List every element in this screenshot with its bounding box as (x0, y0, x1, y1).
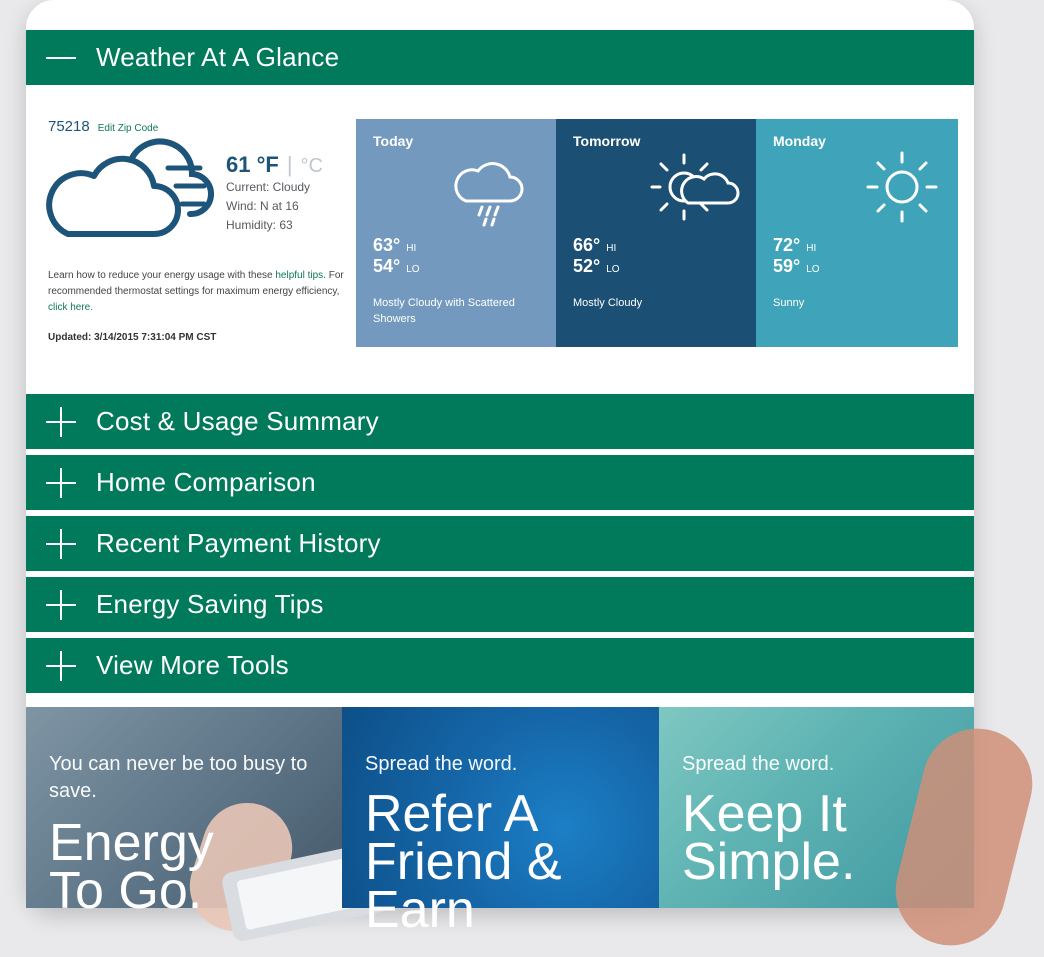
tips-text-2: For recommended thermostat settings for maximum energy efficiency, (48, 270, 344, 297)
promo-tagline: Spread the word. (365, 753, 518, 775)
unit-separator: | (286, 152, 293, 177)
collapse-minus-icon[interactable] (26, 30, 96, 85)
promo-tagline: You can never be too busy to save. (49, 753, 308, 802)
helpful-tips-link[interactable]: helpful tips. (275, 270, 326, 281)
forecast-day-monday (756, 119, 958, 347)
forecast-hi-value: 72° (773, 235, 801, 255)
forecast-lo (573, 256, 620, 277)
promo-refer-a-friend[interactable] (342, 707, 659, 939)
section-title: View More Tools (96, 650, 289, 680)
edit-zip-link[interactable]: Edit Zip Code (97, 123, 159, 134)
promo-headline: Refer A Friend & Earn (365, 785, 562, 939)
updated-timestamp: Updated: 3/14/2015 7:31:04 PM CST (48, 332, 217, 343)
forecast-lo (773, 256, 820, 277)
forecast-hi (373, 235, 416, 256)
forecast-lo-label: LO (606, 264, 620, 275)
forecast-strip (356, 119, 958, 347)
forecast-day-tomorrow (556, 119, 756, 347)
celsius-toggle[interactable]: °C (300, 155, 323, 177)
account-dashboard-card (26, 0, 974, 939)
forecast-hi (573, 235, 616, 256)
section-recent-payment-history[interactable] (26, 516, 974, 571)
section-title: Energy Saving Tips (96, 589, 324, 619)
forecast-description: Sunny (773, 297, 805, 309)
forecast-description: Mostly Cloudy with Scattered Showers (373, 297, 515, 325)
forecast-hi-label: HI (406, 243, 417, 254)
section-title: Home Comparison (96, 467, 316, 497)
thermostat-settings-link[interactable]: click here. (48, 302, 94, 313)
section-view-more-tools[interactable] (26, 638, 974, 693)
partly-sunny-icon (648, 149, 738, 229)
humidity: Humidity: 63 (226, 218, 293, 232)
forecast-lo (373, 256, 420, 277)
forecast-hi-label: HI (606, 243, 617, 254)
expand-plus-icon[interactable] (26, 455, 96, 510)
section-title: Cost & Usage Summary (96, 406, 379, 436)
section-title: Recent Payment History (96, 528, 381, 558)
forecast-lo-label: LO (806, 264, 820, 275)
forecast-day-name: Today (373, 133, 414, 149)
forecast-lo-value: 59° (773, 256, 801, 276)
cloudy-windy-icon (50, 146, 210, 242)
zip-row (48, 118, 158, 135)
expand-plus-icon[interactable] (26, 638, 96, 693)
expand-plus-icon[interactable] (26, 577, 96, 632)
forecast-day-today (356, 119, 556, 347)
forecast-hi-label: HI (806, 243, 817, 254)
hand-image (884, 717, 1044, 957)
section-cost-usage-summary[interactable] (26, 394, 974, 449)
forecast-hi (773, 235, 816, 256)
forecast-hi-value: 66° (573, 235, 601, 255)
forecast-day-name: Tomorrow (573, 133, 641, 149)
current-condition: Current: Cloudy (226, 180, 311, 194)
sun-icon (862, 149, 942, 229)
promo-energy-to-go[interactable] (26, 707, 342, 920)
promo-headline: Keep It Simple. (682, 785, 856, 891)
tips-text-1: Learn how to reduce your energy usage with these (48, 270, 276, 281)
promo-keep-it-simple[interactable] (659, 707, 974, 908)
expand-plus-icon[interactable] (26, 394, 96, 449)
promo-banners (26, 707, 974, 939)
current-conditions (226, 152, 323, 235)
section-energy-saving-tips[interactable] (26, 577, 974, 632)
energy-tips-text (48, 268, 348, 316)
rain-cloud-icon (452, 149, 532, 229)
expand-plus-icon[interactable] (26, 516, 96, 571)
promo-tagline: Spread the word. (682, 753, 835, 775)
zip-code: 75218 (48, 118, 90, 135)
forecast-lo-value: 54° (373, 256, 401, 276)
forecast-hi-value: 63° (373, 235, 401, 255)
forecast-day-name: Monday (773, 133, 826, 149)
wind: Wind: N at 16 (226, 199, 299, 213)
weather-section-title: Weather At A Glance (96, 42, 340, 72)
promo-headline: Energy To Go. (49, 814, 214, 920)
weather-section-header[interactable] (26, 30, 974, 85)
current-temperature: 61 °F (226, 152, 279, 177)
section-home-comparison[interactable] (26, 455, 974, 510)
forecast-lo-value: 52° (573, 256, 601, 276)
forecast-lo-label: LO (406, 264, 420, 275)
forecast-description: Mostly Cloudy (573, 297, 643, 309)
